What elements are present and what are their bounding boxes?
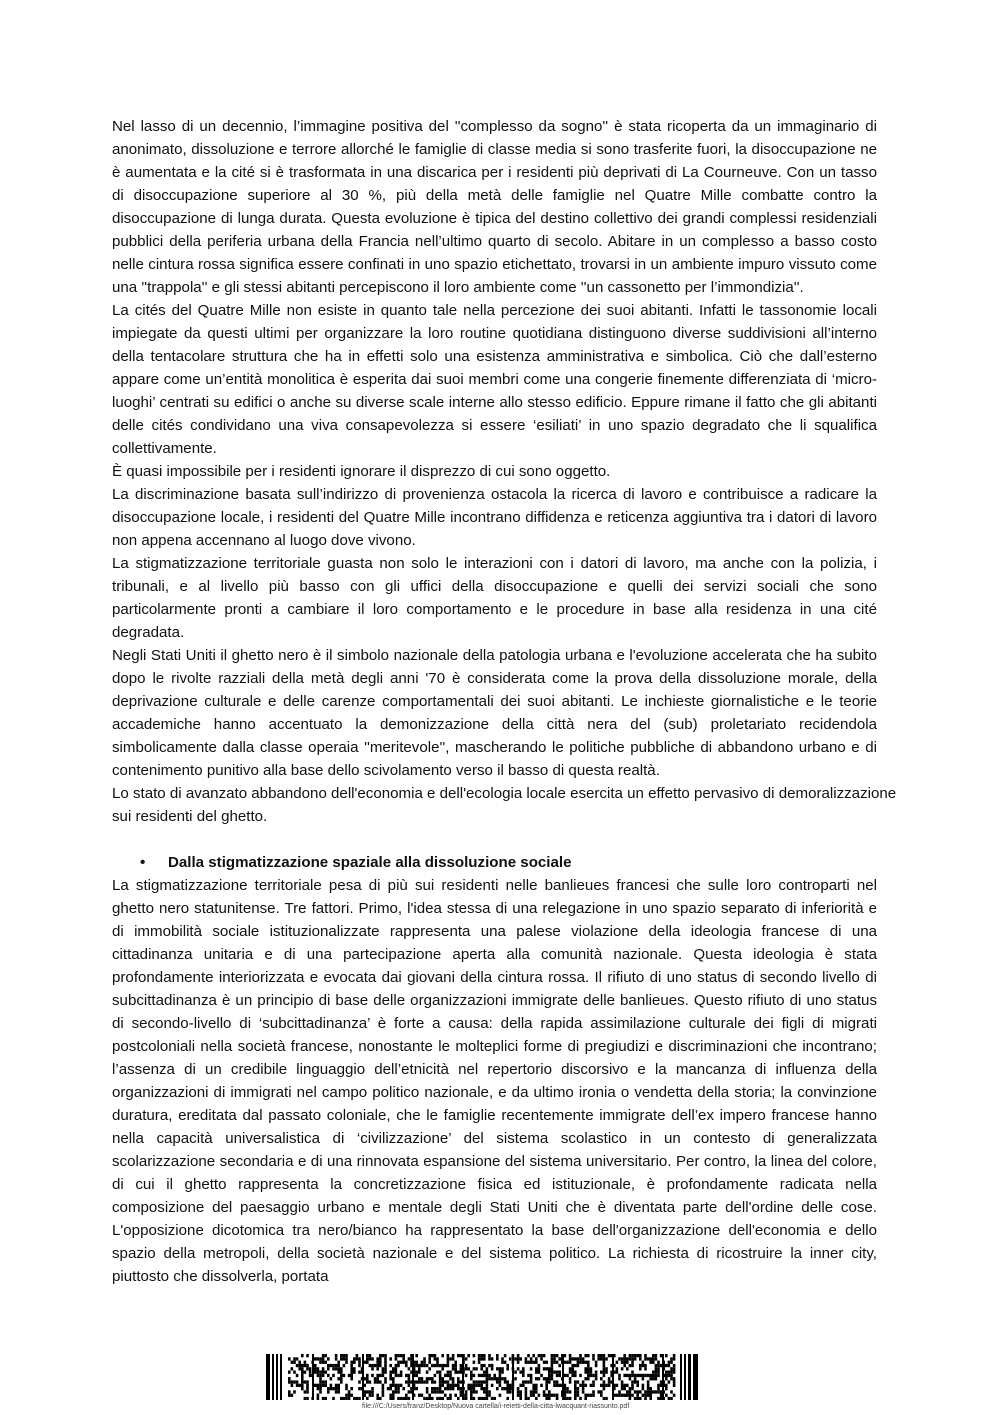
footer-file-path: file:///C:/Users/franz/Desktop/Nuova cartella/i-reietti-della-citta-lwacquant-riassunto.pdf [362, 1403, 630, 1410]
paragraph-2: La cités del Quatre Mille non esiste in quanto tale nella percezione dei suoi abitanti. Infatti le tassonomie locali impiegate da questi ultimi per organizzare la loro routine quotidiana distinguono diverse suddivisioni all’interno della tentacolare struttura che ha in effetti solo una esistenza amministrativa e simbolica. Ciò che dall’esterno appare come un’entità monolitica è esperita dai suoi membri come una congerie finemente differenziata di ‘micro-luoghi’ centrati su edifici o anche su diverse scale interne allo stesso edificio. Eppure rimane il fatto che gli abitanti delle cités condividano una viva consapevolezza si essere ‘esiliati’ in uno spazio degradato che li squalifica collettivamente. [112, 302, 877, 457]
paragraph-4: La discriminazione basata sull’indirizzo di provenienza ostacola la ricerca di lavoro e contribuisce a radicare la disoccupazione locale, i residenti del Quatre Mille incontrano diffidenza e reticenza aggiuntiva tra i datori di lavoro non appena accennano al luogo dove vivono. [112, 486, 877, 549]
document-body [112, 115, 897, 1288]
paragraph-6: Negli Stati Uniti il ghetto nero è il simbolo nazionale della patologia urbana e l'evoluzione accelerata che ha subito dopo le rivolte razziali della metà degli anni '70 è considerata come la prova della dissoluzione morale, della deprivazione culturale e delle carenze comportamentali dei suoi abitanti. Le inchieste giornalistiche e le teorie accademiche hanno accentuato la demonizzazione della città nera del (sub) proletariato recidendola simbolicamente dalla classe operaia ''meritevole'', mascherando le politiche pubbliche di abbandono urbano e di contenimento punitivo alla base dello scivolamento verso il basso di questa realtà. [112, 647, 877, 779]
paragraph-spacer [112, 828, 877, 851]
footer-barcode-area [266, 1354, 698, 1404]
paragraph-5: La stigmatizzazione territoriale guasta non solo le interazioni con i datori di lavoro, ma anche con la polizia, i tribunali, e al livello più basso con gli uffici della disoccupazione e quelli dei servizi sociali che sono particolarmente pronti a cambiare il loro comportamento e le procedure in base alla residenza in una cité degradata. [112, 555, 877, 641]
paragraph-3: È quasi impossibile per i residenti ignorare il disprezzo di cui sono oggetto. [112, 463, 611, 480]
section-heading-text: Dalla stigmatizzazione spaziale alla dissoluzione sociale [168, 854, 572, 871]
section-paragraph: La stigmatizzazione territoriale pesa di più sui residenti nelle banlieues francesi che sulle loro controparti nel ghetto nero statunitense. Tre fattori. Primo, l'idea stessa di una relegazione in uno spazio separato di inferiorità e di immobilità sociale istituzionalizzate rappresenta una palese violazione della ideologia francese di una cittadinanza unitaria e di una partecipazione aperta alla comunità nazionale. Questa ideologia è stata profondamente interiorizzata e evocata dai giovani della cintura rossa. Il rifiuto di uno status di secondo livello di subcittadinanza è un principio di base delle organizzazioni immigrate delle banlieues. Questo rifiuto di uno status di secondo-livello di ‘subcittadinanza’ è forte a causa: della rapida assimilazione culturale dei figli di migrati postcoloniali nella società francese, nonostante le molteplici forme di pregiudizi e discriminazioni che incontrano; l’assenza di un credibile linguaggio dell’etnicità nel repertorio discorsivo e la mancanza di influenza della organizzazioni di immigrati nel campo politico nazionale, e da ultimo ironia o vendetta della storia; la convinzione duratura, ereditata dal passato coloniale, che le famiglie recentemente immigrate dell’ex impero francese hanno nella capacità universalistica di ‘civilizzazione’ del sistema scolastico in un contesto di generalizzata scolarizzazione secondaria e di una rinnovata espansione del sistema universitario. Per contro, la linea del colore, di cui il ghetto rappresenta la concretizzazione fisica ed istituzionale, è profondamente radicata nella composizione del paesaggio urbano e mentale degli Stati Uniti che è diventata parte dell'ordine delle cose. L'opposizione dicotomica tra nero/bianco ha rappresentato la base dell'organizzazione dell'economia e dello spazio della metropoli, della società nazionale e del sistema politico. La richiesta di ricostruire la inner city, piuttosto che dissolverla, portata [112, 877, 877, 1285]
paragraph-7: Lo stato di avanzato abbandono dell'economia e dell'ecologia locale esercita un effetto pervasivo di demoralizzazione sui residenti del ghetto. [112, 785, 897, 825]
section-heading [112, 851, 877, 874]
paragraph-1: Nel lasso di un decennio, l’immagine positiva del ''complesso da sogno'' è stata ricoperta da un immaginario di anonimato, dissoluzione e terrore allorché le famiglie di classe media si sono trasferite fuori, la disoccupazione ne è aumentata e la cité si è trasformata in una discarica per i residenti più deprivati di La Courneuve. Con un tasso di disoccupazione superiore al 30 %, più della metà delle famiglie nel Quatre Mille combatte contro la disoccupazione di lunga durata. Questa evoluzione è tipica del destino collettivo dei grandi complessi residenziali pubblici della periferia urbana della Francia nell’ultimo quarto di secolo. Abitare in un complesso a basso costo nelle cintura rossa significa essere confinati in uno spazio etichettato, trovarsi in un ambiente impuro vissuto come una ''trappola'' e gli stessi abitanti percepiscono il loro ambiente come ''un cassonetto per l’immondizia''. [112, 118, 877, 296]
bullet-icon: • [140, 854, 146, 871]
barcode-icon [266, 1354, 698, 1400]
